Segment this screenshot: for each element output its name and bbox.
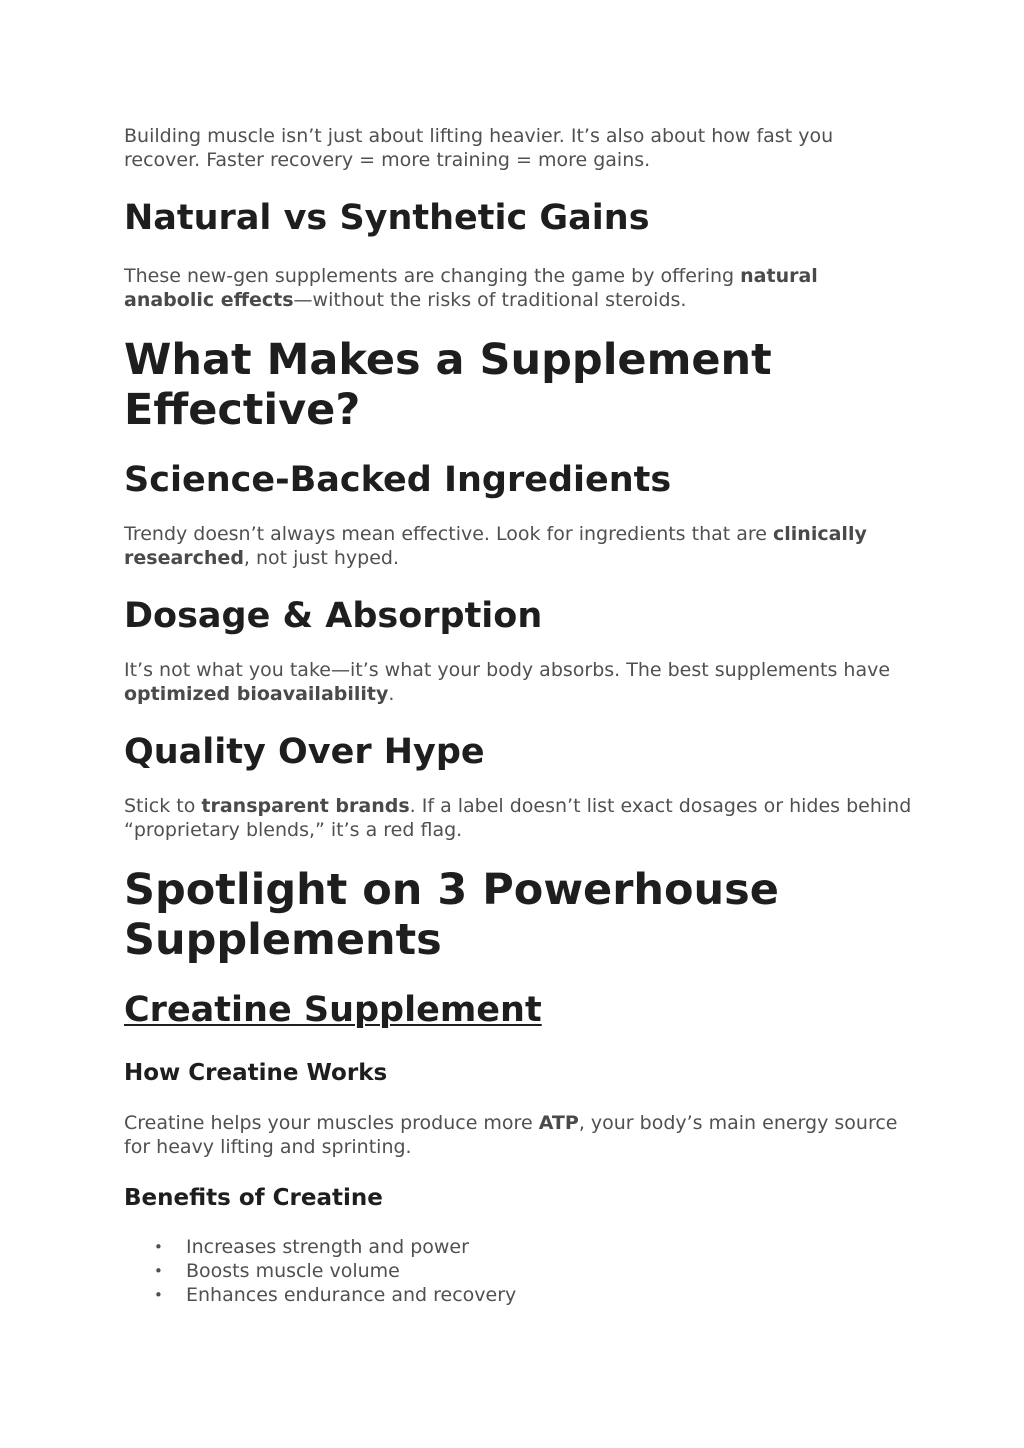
dosage-text-before: It’s not what you take—it’s what your body absorbs. The best supplements have — [124, 659, 891, 681]
how-text-before: Creatine helps your muscles produce more — [124, 1112, 539, 1134]
bullet-icon: • — [154, 1286, 163, 1304]
natural-text-after: —without the risks of traditional steroids. — [293, 289, 687, 311]
heading-science-backed: Science-Backed Ingredients — [124, 460, 672, 500]
dosage-paragraph — [124, 658, 914, 706]
natural-paragraph — [124, 264, 914, 312]
quality-bold: transparent brands — [201, 795, 410, 817]
natural-text-before: These new-gen supplements are changing the game by offering — [124, 265, 741, 287]
dosage-text-after: . — [388, 683, 395, 705]
how-text-after: , your body’s main energy source for heavy lifting and sprinting. — [124, 1112, 898, 1158]
science-text-after: , not just hyped. — [243, 547, 400, 569]
quality-text-before: Stick to — [124, 795, 202, 817]
heading-how-creatine-works: How Creatine Works — [124, 1060, 388, 1086]
natural-bold: natural anabolic effects — [124, 265, 818, 311]
intro-paragraph: Building muscle isn’t just about lifting heavier. It’s also about how fast you recover. Faster recovery = more training = more gains. — [124, 125, 834, 171]
list-item — [124, 1235, 914, 1259]
bullet-icon: • — [154, 1262, 163, 1280]
science-bold: clinically researched — [124, 523, 867, 569]
list-item-text: Boosts muscle volume — [186, 1260, 400, 1282]
heading-benefits-of-creatine: Benefits of Creatine — [124, 1185, 383, 1211]
article-body — [124, 0, 914, 1307]
how-bold: ATP — [538, 1112, 579, 1134]
benefits-list — [124, 1235, 914, 1307]
quality-paragraph — [124, 794, 914, 842]
dosage-bold: optimized bioavailability — [124, 683, 389, 705]
list-item — [124, 1259, 914, 1283]
science-paragraph — [124, 522, 914, 570]
list-item — [124, 1283, 914, 1307]
heading-what-makes-effective: What Makes a Supplement Effective? — [124, 335, 772, 435]
heading-spotlight: Spotlight on 3 Powerhouse Supplements — [124, 865, 779, 965]
list-item-text: Increases strength and power — [186, 1236, 469, 1258]
creatine-how-paragraph — [124, 1111, 914, 1159]
heading-dosage-absorption: Dosage & Absorption — [124, 596, 543, 636]
list-item-text: Enhances endurance and recovery — [186, 1284, 517, 1306]
heading-quality-over-hype: Quality Over Hype — [124, 732, 485, 772]
science-text-before: Trendy doesn’t always mean effective. Look for ingredients that are — [124, 523, 774, 545]
heading-creatine-supplement-link[interactable]: Creatine Supplement — [124, 990, 542, 1030]
quality-text-after: . If a label doesn’t list exact dosages or hides behind “proprietary blends,” it’s a red flag. — [124, 795, 912, 841]
heading-natural-vs-synthetic: Natural vs Synthetic Gains — [124, 198, 650, 238]
bullet-icon: • — [154, 1238, 163, 1256]
